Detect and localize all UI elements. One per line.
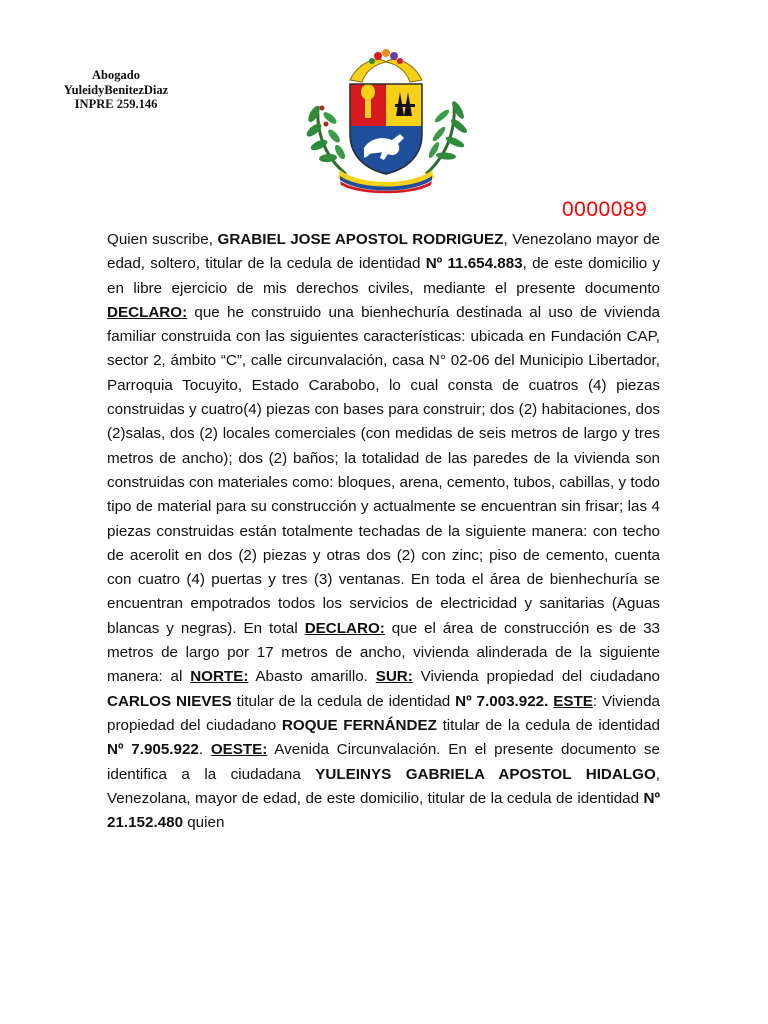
declaration-text: Avenida Circunvalación. En el presente documento se identifica a la ciudadana	[107, 741, 660, 783]
declaration-text: Quien suscribe,	[107, 231, 218, 248]
declaration-text: : Vivienda propiedad del ciudadano	[107, 692, 660, 734]
declaration-keyword: DECLARO:	[107, 303, 188, 321]
declaration-text: Vivienda propiedad del ciudadano	[412, 668, 661, 686]
declaration-body	[107, 228, 660, 835]
declaration-emphasis: Nº 11.654.883	[425, 255, 523, 273]
declaration-emphasis: Nº 7.003.922.	[455, 692, 549, 710]
letterhead-inpre-number: INPRE 259.146	[74, 97, 158, 111]
seal-palm-right	[426, 100, 469, 174]
declaration-text: titular de la cedula de identidad	[436, 716, 660, 734]
declaration-keyword: SUR:	[375, 668, 413, 686]
declaration-text: quien	[183, 814, 225, 832]
declaration-text: , de este domicilio y en libre ejercicio de mis derechos civiles, mediante el presente documento	[107, 255, 661, 297]
letterhead-title: Abogado	[92, 68, 140, 82]
declaration-emphasis: GRABIEL JOSE APOSTOL RODRIGUEZ	[217, 231, 504, 248]
coat-of-arms-seal	[300, 46, 472, 194]
document-number: 0000089	[562, 198, 648, 221]
seal-cornucopias	[350, 49, 422, 82]
letterhead	[48, 68, 184, 112]
declaration-emphasis: Nº 7.905.922	[107, 741, 199, 759]
declaration-text: Abasto amarillo.	[248, 668, 376, 686]
letterhead-lawyer-name: YuleidyBenitezDiaz	[63, 82, 169, 97]
declaration-text: .	[198, 741, 211, 759]
declaration-keyword: OESTE:	[210, 741, 268, 759]
declaration-emphasis: ROQUE FERNÁNDEZ	[281, 716, 437, 734]
declaration-text: , Venezolano mayor de edad, soltero, titular de la cedula de identidad	[107, 231, 660, 273]
declaration-text: que el área de construcción es de 33 metros de largo por 17 metros de ancho, vivienda alinderada de la siguiente manera: al	[107, 619, 660, 686]
declaration-text: titular de la cedula de identidad	[231, 692, 456, 710]
declaration-keyword: DECLARO:	[304, 619, 385, 637]
declaration-emphasis: YULEINYS GABRIELA APOSTOL HIDALGO	[315, 765, 656, 783]
declaration-text: que he construido una bienhechuría destinada al uso de vivienda familiar construida con las siguientes características: ubicada en Fundación CAP, sector 2, ámbito “C”, calle circunvalación, casa N° 02-06 del Municipio Libertador, Parroquia Tocuyito, Estado Carabobo, lo cual consta de cuatros (4) piezas construidas y cuatro(4) piezas con bases para construir; dos (2) habitaciones, dos (2)salas, dos (2) locales comerciales (con medidas de seis metros de largo y tres metros de ancho); dos (2) baños; la totalidad de las paredes de la vivienda son construidas con materiales como: bloques, arena, cemento, tubos, cabillas, y todo tipo de material para su construcción y actualmente se encuentran sin frisar; las 4 piezas construidas están totalmente techadas de la siguiente manera: con techo de acerolit en dos (2) piezas y otras dos (2) con zinc; piso de cemento, cuenta con cuatro (4) puertas y tres (3) ventanas. En toda el área de bienhechuría se encuentran empotrados todos los servicios de electricidad y sanitarias (Aguas blancas y negras). En total	[107, 303, 660, 637]
declaration-keyword: ESTE	[553, 692, 593, 710]
declaration-emphasis: Nº 21.152.480	[107, 789, 660, 832]
declaration-text: , Venezolana, mayor de edad, de este domicilio, titular de la cedula de identidad	[107, 765, 660, 807]
seal-laurel-left	[305, 104, 347, 174]
declaration-keyword: NORTE:	[190, 668, 249, 686]
seal-shield	[350, 84, 422, 176]
declaration-emphasis: CARLOS NIEVES	[107, 692, 232, 710]
